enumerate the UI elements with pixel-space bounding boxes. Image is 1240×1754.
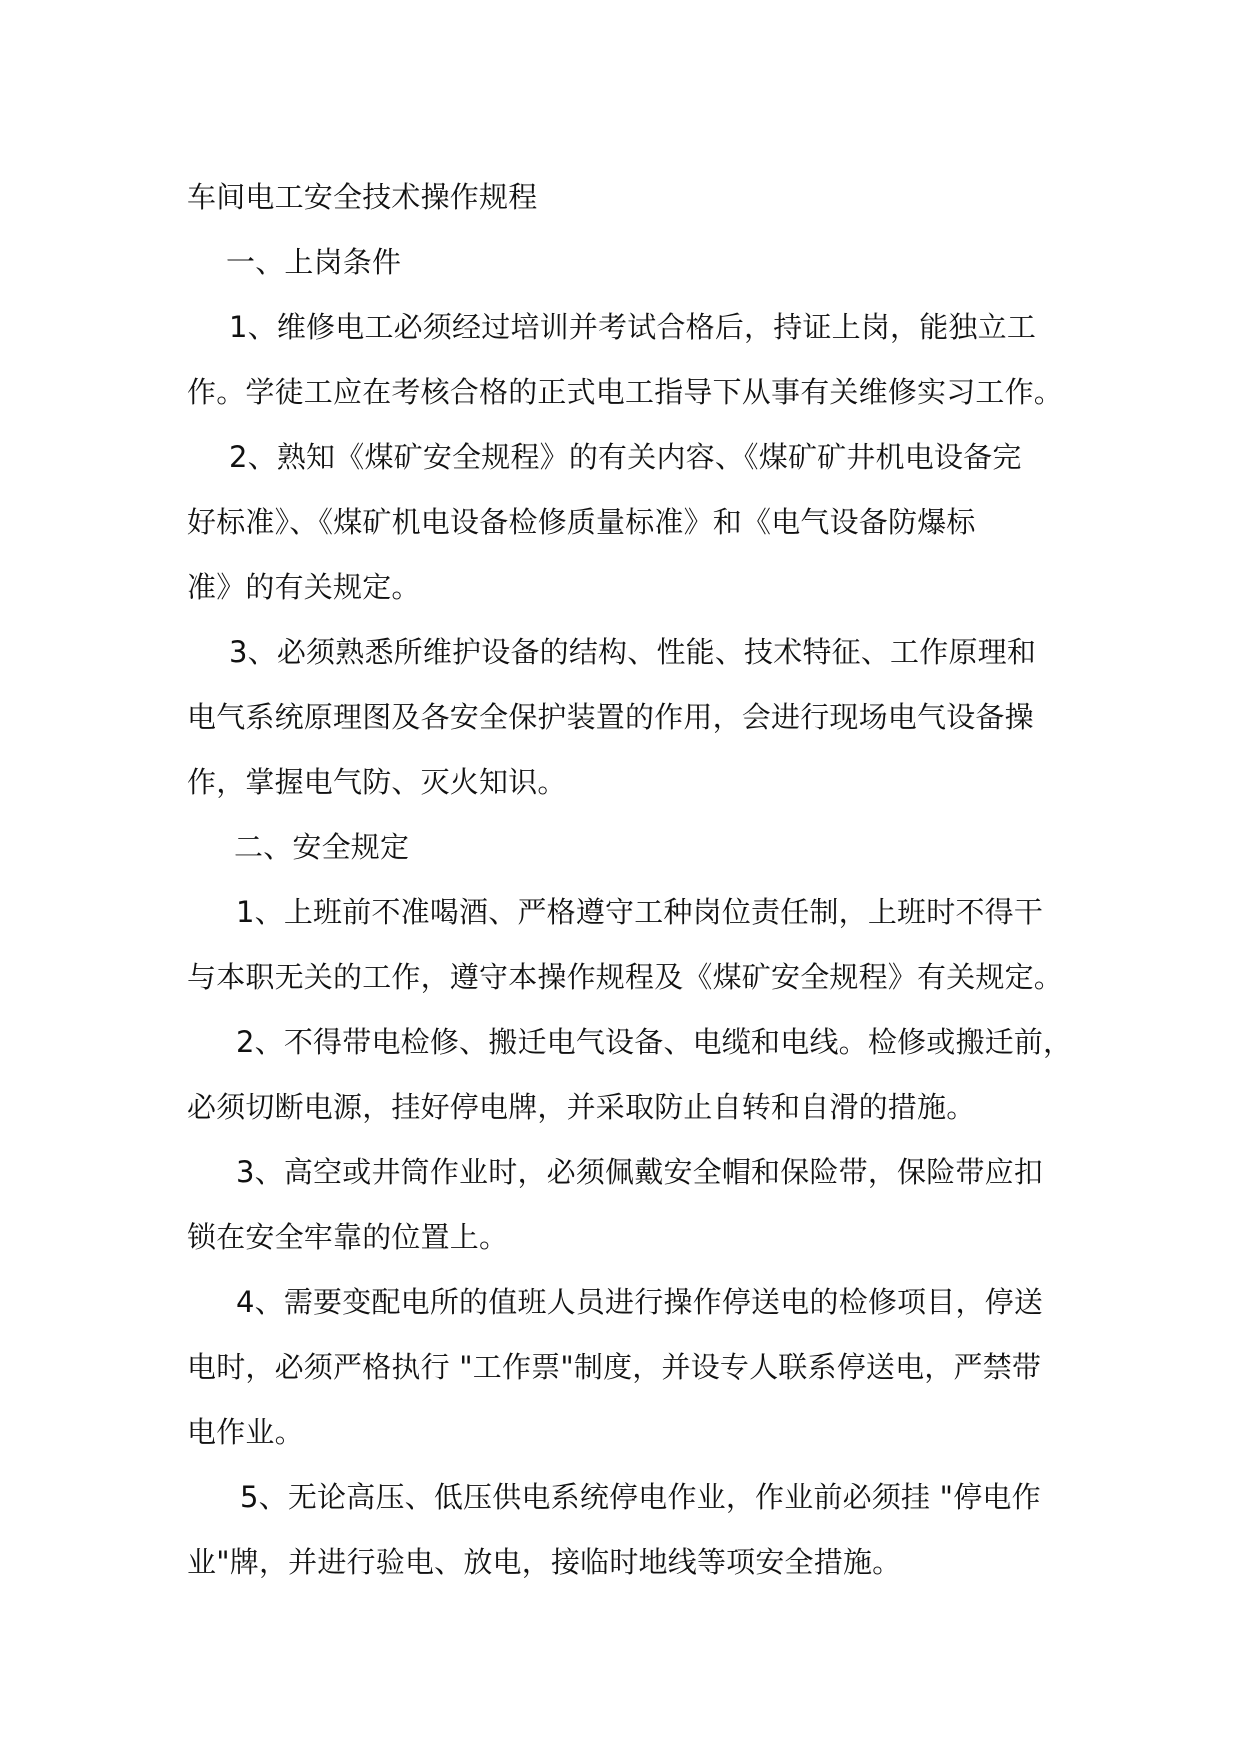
paragraph-line: 与本职无关的工作，遵守本操作规程及《煤矿安全规程》有关规定。 <box>187 960 1064 994</box>
paragraph-line: 2、熟知《煤矿安全规程》的有关内容、《煤矿矿井机电设备完 <box>229 440 1022 474</box>
paragraph-line: 2、不得带电检修、搬迁电气设备、电缆和电线。检修或搬迁前， <box>236 1025 1073 1059</box>
paragraph-line: 3、高空或井筒作业时，必须佩戴安全帽和保险带，保险带应扣 <box>236 1155 1044 1189</box>
paragraph-line: 作，掌握电气防、灭火知识。 <box>187 765 567 799</box>
paragraph-line: 电时，必须严格执行 "工作票"制度，并设专人联系停送电，严禁带 <box>187 1350 1042 1384</box>
section-heading-safety-rules: 二、安全规定 <box>234 830 410 864</box>
paragraph-line: 电作业。 <box>187 1415 304 1449</box>
paragraph-line: 必须切断电源，挂好停电牌，并采取防止自转和自滑的措施。 <box>187 1090 976 1124</box>
paragraph-line: 5、无论高压、低压供电系统停电作业，作业前必须挂 "停电作 <box>240 1480 1041 1514</box>
paragraph-line: 1、上班前不准喝酒、严格遵守工种岗位责任制，上班时不得干 <box>236 895 1044 929</box>
paragraph-line: 3、必须熟悉所维护设备的结构、性能、技术特征、工作原理和 <box>229 635 1037 669</box>
paragraph-line: 作。学徒工应在考核合格的正式电工指导下从事有关维修实习工作。 <box>187 375 1064 409</box>
paragraph-line: 4、需要变配电所的值班人员进行操作停送电的检修项目，停送 <box>236 1285 1044 1319</box>
paragraph-line: 准》的有关规定。 <box>187 570 421 604</box>
document-title: 车间电工安全技术操作规程 <box>187 180 538 214</box>
paragraph-line: 1、维修电工必须经过培训并考试合格后，持证上岗，能独立工 <box>229 310 1037 344</box>
paragraph-line: 业"牌，并进行验电、放电，接临时地线等项安全措施。 <box>187 1545 902 1579</box>
paragraph-line: 锁在安全牢靠的位置上。 <box>187 1220 509 1254</box>
paragraph-line: 电气系统原理图及各安全保护装置的作用，会进行现场电气设备操 <box>187 700 1034 734</box>
paragraph-line: 好标准》、《煤矿机电设备检修质量标准》和《电气设备防爆标 <box>187 505 976 539</box>
section-heading-qualifications: 一、上岗条件 <box>226 245 402 279</box>
